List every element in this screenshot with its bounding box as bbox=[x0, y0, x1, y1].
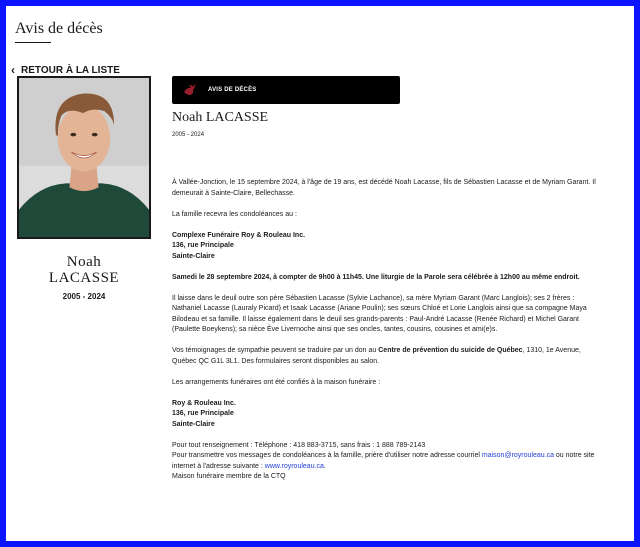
deceased-name: Noah LACASSE bbox=[172, 110, 269, 125]
venue-name: Complexe Funéraire Roy & Rouleau Inc. bbox=[172, 231, 306, 239]
dove-icon bbox=[182, 82, 198, 98]
page-frame bbox=[6, 6, 634, 541]
donation-organization: Centre de prévention du suicide de Québec bbox=[378, 347, 523, 354]
obituary-text bbox=[172, 178, 596, 483]
chevron-left-icon: ‹ bbox=[11, 63, 15, 77]
title-underline bbox=[15, 42, 51, 43]
back-link-label: RETOUR À LA LISTE bbox=[21, 64, 120, 76]
page-title: Avis de décès bbox=[15, 20, 103, 37]
contact-paragraph: Pour tout renseignement : Téléphone : 418 883-3715, sans frais : 1 888 789-2143 bbox=[172, 441, 426, 449]
email-link[interactable]: maison@royrouleau.ca bbox=[481, 452, 554, 459]
message-text-middle: ou notre site internet à l'adresse suivante : bbox=[172, 452, 595, 470]
notice-banner bbox=[172, 76, 400, 104]
banner-label: AVIS DE DÉCÈS bbox=[208, 87, 257, 93]
home-address: 136, rue Principale bbox=[172, 410, 234, 417]
venue-address: 136, rue Principale bbox=[172, 242, 234, 249]
venue-city: Sainte-Claire bbox=[172, 252, 215, 260]
donation-text-before: Vos témoignages de sympathie peuvent se traduire par un don au bbox=[172, 347, 379, 354]
message-paragraph bbox=[172, 451, 596, 472]
life-years: 2005 - 2024 bbox=[62, 292, 106, 301]
venue-block bbox=[172, 231, 596, 263]
arrangements-paragraph: Les arrangements funéraires ont été confiés à la maison funéraire : bbox=[172, 378, 381, 386]
message-text-before: Pour transmettre vos messages de condoléances à la famille, prière d'utiliser notre adresse courriel bbox=[172, 452, 482, 459]
back-to-list-link[interactable] bbox=[11, 64, 120, 76]
membership-line: Maison funéraire membre de la CTQ bbox=[172, 473, 286, 480]
home-name: Roy & Rouleau Inc. bbox=[172, 399, 236, 407]
website-link[interactable]: www.royrouleau.ca bbox=[264, 462, 324, 470]
deceased-portrait bbox=[17, 76, 151, 239]
family-paragraph: Il laisse dans le deuil outre son père Sébastien Lacasse (Sylvie Lachance), sa mère Myriam Garant (Marc Langlois); ses 2 frères : Nathaniel Lacasse (Lauraly Picard) et Isaak Lacasse (Ariane Poulin); ses sœurs Chloé et Lorie Langlois ainsi que sa compagne Maya Bilodeau et sa famille. Il laisse également dans le deuil ses grands-parents : Paul-André Lacasse (Renée Richard) et Michel Garant (Paulette Boeykens); sa nièce Ève Livernoche ainsi que ses oncles, tantes, cousins, cousines et ami(e)s. bbox=[172, 294, 587, 333]
message-text-end: . bbox=[323, 462, 326, 470]
service-paragraph bbox=[172, 273, 596, 284]
intro-paragraph: À Vallée-Jonction, le 15 septembre 2024, à l'âge de 19 ans, est décédé Noah Lacasse, fils de Sébastien Lacasse et de Myriam Garant. Il demeurait à Sainte-Claire, Bellechasse. bbox=[172, 179, 596, 197]
last-name: LACASSE bbox=[48, 270, 120, 286]
home-city: Sainte-Claire bbox=[172, 420, 215, 428]
donation-paragraph bbox=[172, 346, 596, 367]
funeral-home-block bbox=[172, 399, 596, 431]
donation-text-after: , 1310, 1e Avenue, Québec QC G1L 3L1. Des formulaires seront disponibles au salon. bbox=[172, 347, 581, 365]
notice-years: 2005 - 2024 bbox=[172, 132, 205, 138]
condolences-intro: La famille recevra les condoléances au : bbox=[172, 210, 297, 218]
first-name: Noah bbox=[66, 254, 102, 270]
service-text: Samedi le 28 septembre 2024, à compter de 9h00 à 11h45. Une liturgie de la Parole sera célébrée à 12h00 au même endroit. bbox=[172, 273, 580, 281]
